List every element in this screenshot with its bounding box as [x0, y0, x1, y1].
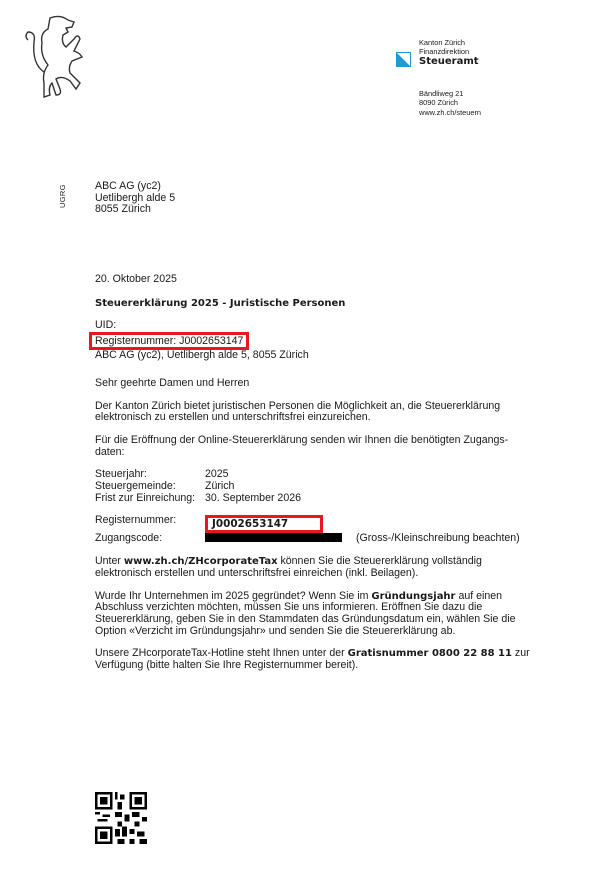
sender-directorate: Finanzdirektion — [419, 47, 470, 57]
recipient-code: UGRG — [58, 184, 67, 208]
salutation: Sehr geehrte Damen und Herren — [95, 376, 250, 389]
sender-canton: Kanton Zürich — [419, 38, 466, 47]
uid-label: UID: — [95, 319, 117, 332]
recipient-street: Uetlibergh alde 5 — [95, 191, 176, 204]
letter-date: 20. Oktober 2025 — [95, 273, 177, 285]
recipient-city: 8055 Zürich — [95, 203, 151, 215]
sender-office: Steueramt — [419, 55, 479, 67]
recipient-name: ABC AG (yc2) — [95, 180, 161, 192]
sender-website[interactable]: www.zh.ch/steuern — [419, 107, 482, 117]
access-intro-paragraph: Für die Eröffnung der Online-Steuererklärung senden wir Ihnen die benötigten Zugangs-daten: — [95, 433, 509, 458]
sender-street: Bändliweg 21 — [419, 89, 464, 98]
online-paragraph: Unter www.zh.ch/ZHcorporateTax können Sie die Steuererklärung vollständig elektronisch erstellen und unterschriftsfrei einreichen (inkl. Beilagen). — [95, 555, 482, 579]
register-number-value: J0002653147 — [205, 515, 323, 533]
letter-body — [95, 274, 535, 672]
detail-row-tax-year: Steuerjahr: 2025 — [95, 468, 229, 481]
zurich-canton-flag-icon — [396, 52, 411, 67]
intro-paragraph: Der Kanton Zürich bietet juristischen Personen die Möglichkeit an, die Steuererklärung elektronisch zu erstellen und unterschriftsfrei einzureichen. — [95, 399, 501, 424]
case-sensitivity-note: (Gross-/Kleinschreibung beachten) — [356, 532, 520, 545]
zurich-lion-icon — [20, 12, 90, 102]
sender-city: 8090 Zürich — [419, 98, 459, 108]
detail-row-deadline: Frist zur Einreichung: 30. September 2026 — [95, 491, 302, 504]
redacted-access-code — [205, 533, 342, 542]
sender-address — [419, 89, 481, 117]
access-code-row: Zugangscode: (Gross-/Kleinschreibung beachten) — [95, 532, 520, 545]
detail-row-municipality: Steuergemeinde: Zürich — [95, 480, 235, 493]
zhcorporatetax-link[interactable]: www.zh.ch/ZHcorporateTax — [123, 556, 278, 568]
access-register-row: Registernummer: J0002653147 — [95, 515, 535, 533]
address-line: ABC AG (yc2), Uetlibergh alde 5, 8055 Zürich — [95, 349, 309, 362]
sender-block — [419, 38, 479, 66]
qr-code-icon — [95, 792, 147, 844]
letter-subject: Steuererklärung 2025 - Juristische Personen — [95, 297, 346, 309]
recipient-address — [95, 181, 175, 216]
hotline-paragraph: Unsere ZHcorporateTax-Hotline steht Ihnen unter der Gratisnummer 0800 22 88 11 zur Verfügung (bitte halten Sie Ihre Registernummer bereit). — [95, 647, 530, 672]
founding-year-paragraph: Wurde Ihr Unternehmen im 2025 gegründet? Wenn Sie im Gründungsjahr auf einen Abschluss verzichten möchten, müssen Sie uns informieren. Eröffnen Sie dazu die Steuererklärung, geben Sie in den Stammdaten das Gründungsdatum ein, wählen Sie die Option «Verzicht im Gründungsjahr» und senden Sie die Steuererklärung ab. — [95, 589, 516, 637]
register-number-highlight: Registernummer: J0002653147 — [89, 332, 249, 350]
